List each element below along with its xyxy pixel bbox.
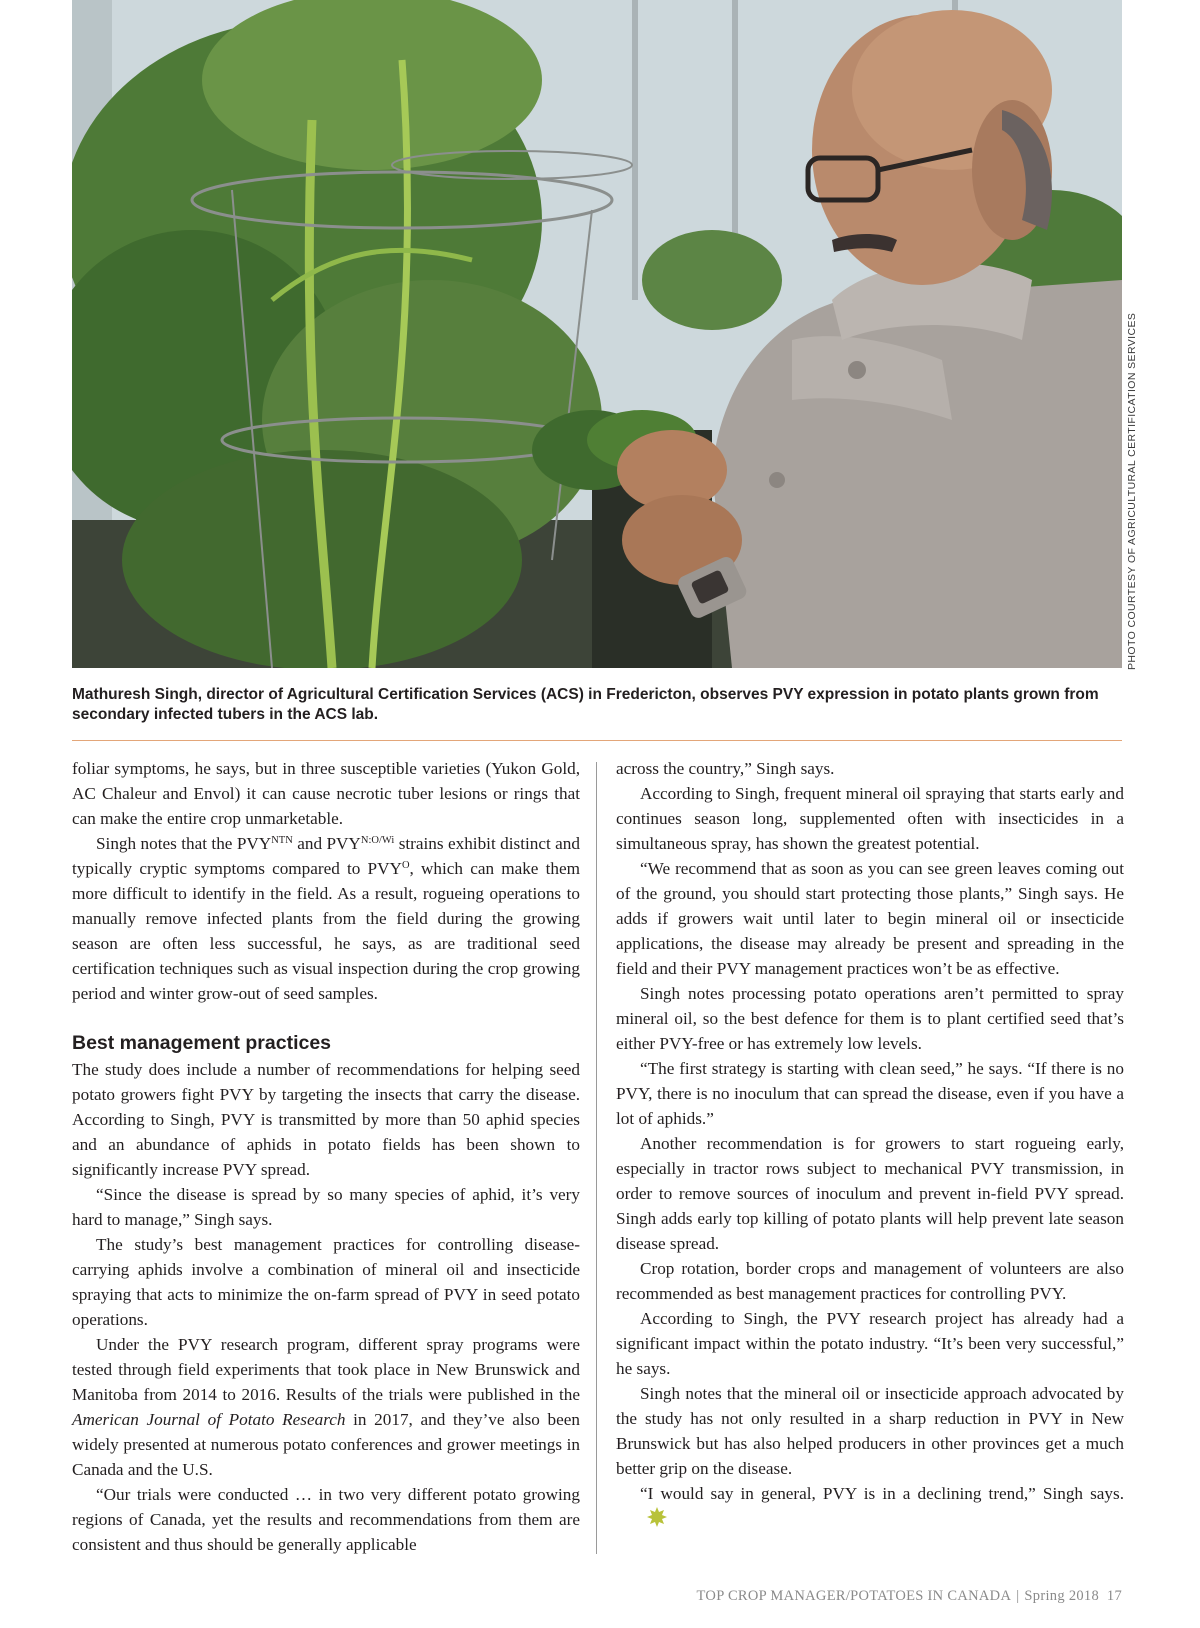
paragraph: Another recommendation is for growers to start rogueing early, especially in tractor rows subject to mechanical PVY transmission, in order to remove sources of inoculum and prevent in-field PVY spread. Singh adds early top killing of potato plants will help prevent late season disease spread. [616,1134,1124,1253]
paragraph: The study’s best management practices for controlling disease-carrying aphids involve a combination of mineral oil and insecticide spraying that acts to minimize the on-farm spread of PVY in seed potato operations. [72,1235,580,1329]
photo-illustration [72,0,1122,668]
column-divider [596,762,597,1554]
article-column-right [616,756,1124,1535]
leaf-end-icon [622,1506,668,1535]
paragraph: The study does include a number of recommendations for helping seed potato growers fight PVY by targeting the insects that carry the disease. According to Singh, PVY is transmitted by more than 50 aphid species and an abundance of aphids in potato fields has been shown to significantly increase PVY spread. [72,1060,580,1179]
text-run: Under the PVY research program, different spray programs were tested through field experiments that took place in New Brunswick and Manitoba from 2014 to 2016. Results of the trials were published in the [72,1335,580,1404]
paragraph: Singh notes processing potato operations aren’t permitted to spray mineral oil, so the best defence for them is to plant certified seed that’s either PVY-free or has extremely low levels. [616,984,1124,1053]
page-number: 17 [1106,1588,1122,1604]
paragraph: “We recommend that as soon as you can see green leaves coming out of the ground, you should start protecting those plants,” Singh says. He adds if growers wait until later to begin mineral oil or insecticide applications, the disease may already be present and spreading in the field and their PVY management practices won’t be as effective. [616,859,1124,978]
footer-separator: | [1016,1588,1020,1604]
footer-issue: Spring 2018 [1024,1588,1100,1604]
footer-publication: TOP CROP MANAGER/POTATOES IN CANADA [696,1588,1012,1604]
text-run: “I would say in general, PVY is in a declining trend,” Singh says. [640,1484,1124,1503]
article-column-left [72,756,580,1557]
text-run: , which can make them more difficult to identify in the field. As a result, rogueing operations to manually remove infected plants from the field during the growing season are often less successful, he says, as are traditional seed certification techniques such as visual inspection during the crop growing period and winter grow-out of seed samples. [72,859,580,1003]
paragraph: “Since the disease is spread by so many species of aphid, it’s very hard to manage,” Singh says. [72,1185,580,1229]
photo-caption: Mathuresh Singh, director of Agricultural Certification Services (ACS) in Fredericton, observes PVY expression in potato plants grown from secondary infected tubers in the ACS lab. [72,686,1099,723]
paragraph: Crop rotation, border crops and management of volunteers are also recommended as best management practices for controlling PVY. [616,1259,1124,1303]
paragraph: foliar symptoms, he says, but in three susceptible varieties (Yukon Gold, AC Chaleur and Envol) it can cause necrotic tuber lesions or rings that can make the entire crop unmarketable. [72,759,580,828]
paragraph [72,1332,580,1482]
text-run: in 2017, and they’ve also been widely presented at numerous potato conferences and grower meetings in Canada and the U.S. [72,1410,580,1479]
paragraph: According to Singh, frequent mineral oil spraying that starts early and continues season long, supplemented often with insecticides in a simultaneous spray, has shown the greatest potential. [616,784,1124,853]
superscript: O [401,860,410,871]
superscript: N:O/Wi [360,835,395,846]
text-run: and PVY [292,834,361,853]
paragraph: Singh notes that the mineral oil or insecticide approach advocated by the study has not only resulted in a sharp reduction in PVY in New Brunswick but has also helped producers in other provinces get a much better grip on the disease. [616,1384,1124,1478]
paragraph [72,831,580,1006]
article-photo [72,0,1122,668]
paragraph: “Our trials were conducted … in two very different potato growing regions of Canada, yet the results and recommendations from them are consistent and thus should be generally applicable [72,1485,580,1554]
caption-divider [72,740,1122,741]
journal-title: American Journal of Potato Research [72,1410,346,1429]
page-footer [697,1588,1122,1605]
section-heading: Best management practices [72,1032,332,1054]
superscript: NTN [271,835,293,846]
paragraph: across the country,” Singh says. [616,759,835,778]
paragraph [616,1481,1124,1535]
text-run: Singh notes that the PVY [96,834,272,853]
text-run: strains exhibit distinct and typically cryptic symptoms compared to PVY [72,834,580,878]
paragraph: According to Singh, the PVY research project has already had a significant impact within the potato industry. “It’s been very successful,” he says. [616,1309,1124,1378]
paragraph: “The first strategy is starting with clean seed,” he says. “If there is no PVY, there is no inoculum that can spread the disease, even if you have a lot of aphids.” [616,1059,1124,1128]
photo-credit: PHOTO COURTESY OF AGRICULTURAL CERTIFICATION SERVICES [1126,312,1138,670]
